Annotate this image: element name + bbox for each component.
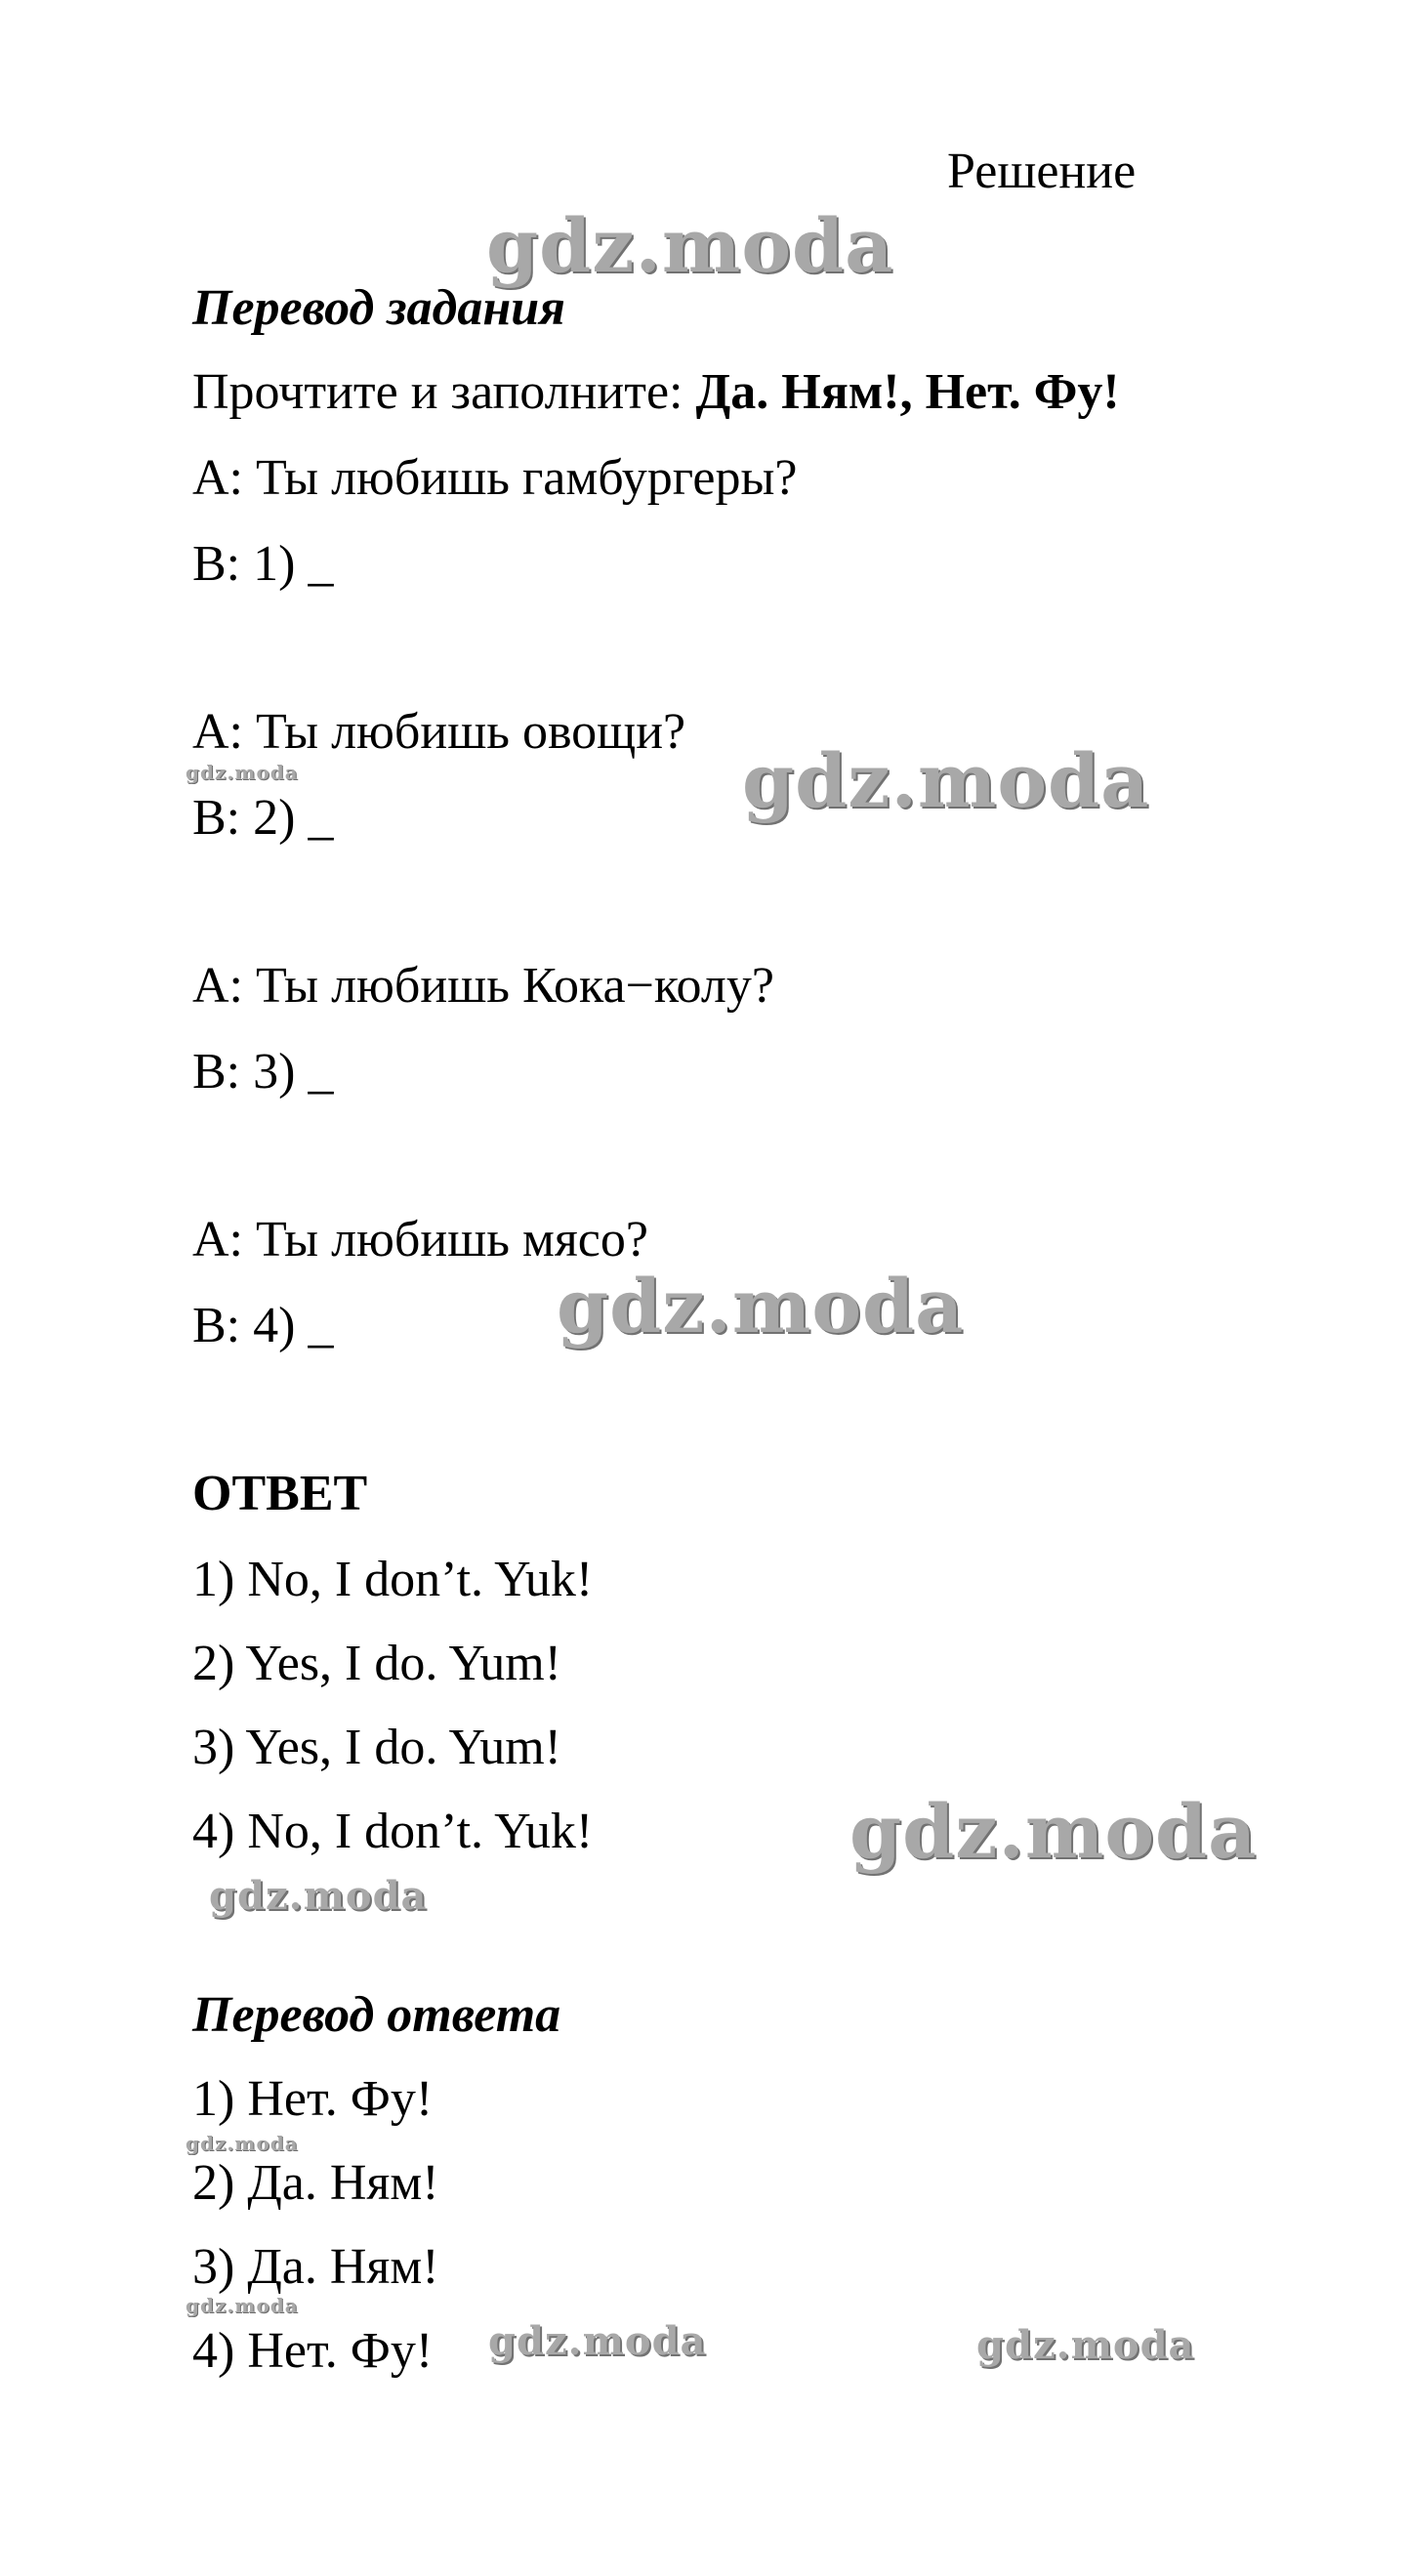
dialogue-3-question: A: Ты любишь Кока−колу?	[192, 958, 774, 1014]
watermark: gdz.moda	[486, 202, 894, 289]
task-instruction	[192, 363, 1120, 422]
answer-translation-item-4: 4) Нет. Фу!	[192, 2323, 434, 2379]
answer-translation-item-2: 2) Да. Ням!	[192, 2155, 439, 2211]
watermark: gdz.moda	[849, 1788, 1258, 1875]
answer-translation-item-3: 3) Да. Ням!	[192, 2239, 439, 2295]
answer-item-3: 3) Yes, I do. Yum!	[192, 1720, 561, 1775]
answer-item-1: 1) No, I don’t. Yuk!	[192, 1552, 594, 1607]
watermark: gdz.moda	[976, 2322, 1195, 2368]
dialogue-2-question: A: Ты любишь овощи?	[192, 704, 686, 760]
watermark: gdz.moda	[488, 2318, 707, 2364]
dialogue-1-question: A: Ты любишь гамбургеры?	[192, 450, 798, 506]
answer-item-2: 2) Yes, I do. Yum!	[192, 1636, 561, 1691]
dialogue-2-answer-blank: B: 2) _	[192, 790, 334, 846]
solution-label: Решение	[947, 144, 1137, 199]
watermark: gdz.moda	[186, 761, 299, 784]
task-instruction-prefix: Прочтите и заполните:	[192, 364, 696, 420]
task-translation-heading: Перевод задания	[192, 280, 565, 336]
watermark: gdz.moda	[209, 1873, 428, 1919]
watermark: gdz.moda	[742, 737, 1150, 824]
watermark: gdz.moda	[186, 2294, 299, 2317]
task-instruction-options: Да. Ням!, Нет. Фу!	[695, 364, 1120, 420]
answer-translation-item-1: 1) Нет. Фу!	[192, 2071, 434, 2127]
watermark: gdz.moda	[186, 2132, 299, 2155]
dialogue-4-answer-blank: B: 4) _	[192, 1298, 334, 1353]
answer-heading: ОТВЕТ	[192, 1466, 368, 1521]
dialogue-3-answer-blank: B: 3) _	[192, 1044, 334, 1100]
dialogue-4-question: A: Ты любишь мясо?	[192, 1212, 648, 1267]
answer-translation-heading: Перевод ответа	[192, 1987, 561, 2043]
answer-item-4: 4) No, I don’t. Yuk!	[192, 1804, 594, 1859]
dialogue-1-answer-blank: B: 1) _	[192, 536, 334, 592]
watermark: gdz.moda	[557, 1263, 965, 1350]
